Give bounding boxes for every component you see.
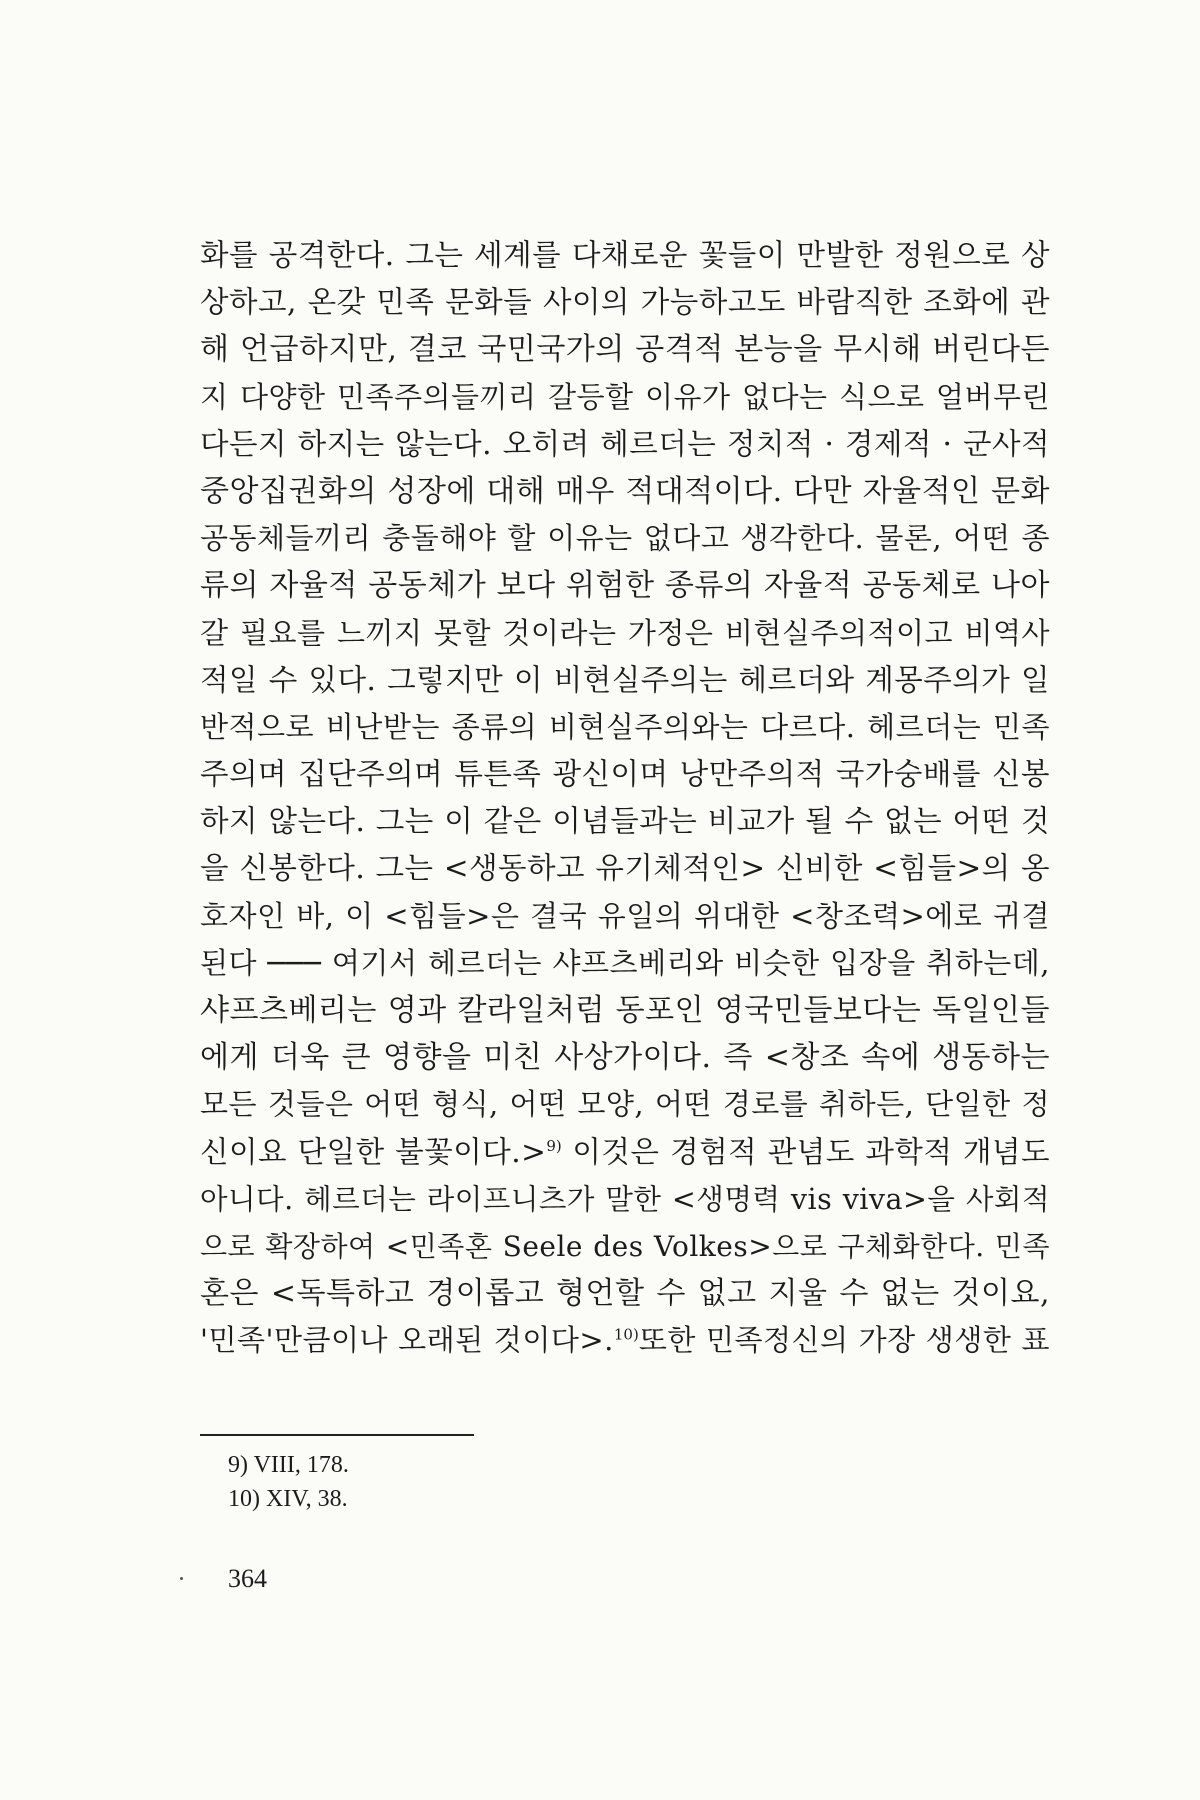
text-line-with-footnote-ref <box>200 1129 1050 1176</box>
text-line: 공동체들끼리 충돌해야 할 이유는 없다고 생각한다. 물론, 어떤 종 <box>200 521 1050 556</box>
footnote-item <box>228 1448 828 1482</box>
text-line: 샤프츠베리는 영과 칼라일처럼 동포인 영국민들보다는 독일인들 <box>200 993 1050 1028</box>
text-line: 류의 자율적 공동체가 보다 위험한 종류의 자율적 공동체로 나아 <box>200 568 1050 604</box>
footnote-text: XIV, 38. <box>266 1486 348 1512</box>
text-segment: '민족'만큼이나 오래된 것이다>. <box>200 1323 614 1358</box>
text-line: 적일 수 있다. 그렇지만 이 비현실주의는 헤르더와 계몽주의가 일 <box>200 662 1050 697</box>
text-line: 다든지 하지는 않는다. 오히려 헤르더는 정치적 · 경제적 · 군사적 <box>200 426 1050 461</box>
text-line: 화를 공격한다. 그는 세계를 다채로운 꽃들이 만발한 정원으로 상 <box>200 238 1050 272</box>
footnotes <box>228 1448 828 1516</box>
text-line: 중앙집권화의 성장에 대해 매우 적대적이다. 다만 자율적인 문화 <box>200 473 1050 509</box>
text-line: 반적으로 비난받는 종류의 비현실주의와는 다르다. 헤르더는 민족 <box>200 709 1050 744</box>
text-line-with-footnote-ref <box>200 1317 1050 1364</box>
text-line: 호자인 바, 이 <힘들>은 결국 유일의 위대한 <창조력>에로 귀결 <box>200 898 1050 933</box>
text-line: 지 다양한 민족주의들끼리 갈등할 이유가 없다는 식으로 얼버무린 <box>200 379 1050 414</box>
text-segment: 또한 민족정신의 가장 생생한 표 <box>638 1323 1050 1358</box>
text-line: 을 신봉한다. 그는 <생동하고 유기체적인> 신비한 <힘들>의 옹 <box>200 851 1050 886</box>
footnote-divider <box>200 1434 474 1436</box>
footnote-text: VIII, 178. <box>253 1452 349 1478</box>
text-line: 해 언급하지만, 결코 국민국가의 공격적 본능을 무시해 버린다든 <box>200 332 1050 368</box>
page-number: 364 <box>228 1564 267 1593</box>
text-line: 모든 것들은 어떤 형식, 어떤 모양, 어떤 경로를 취하든, 단일한 정 <box>200 1087 1050 1122</box>
text-line: 된다 ─── 여기서 헤르더는 샤프츠베리와 비슷한 입장을 취하는데, <box>200 945 1050 980</box>
text-line: 갈 필요를 느끼지 못할 것이라는 가정은 비현실주의적이고 비역사 <box>200 615 1050 650</box>
text-segment: 신이요 단일한 불꽃이다.> <box>200 1134 547 1169</box>
text-line: 하지 않는다. 그는 이 같은 이념들과는 비교가 될 수 없는 어떤 것 <box>200 804 1050 839</box>
footnote-label: 10) <box>228 1486 260 1512</box>
text-line: 아니다. 헤르더는 라이프니츠가 말한 <생명력 vis viva>을 사회적 <box>200 1182 1050 1216</box>
footnote-item <box>228 1482 828 1516</box>
text-line: 주의며 집단주의며 튜튼족 광신이며 낭만주의적 국가숭배를 신봉 <box>200 757 1050 792</box>
body-text <box>200 232 1050 1365</box>
text-line: 혼은 <독특하고 경이롭고 형언할 수 없고 지울 수 없는 것이요, <box>200 1276 1050 1312</box>
text-line: 으로 확장하여 <민족혼 Seele des Volkes>으로 구체화한다. 민족 <box>200 1229 1050 1263</box>
footnote-label: 9) <box>228 1452 248 1478</box>
text-line: 상하고, 온갖 민족 문화들 사이의 가능하고도 바람직한 조화에 관 <box>200 285 1050 320</box>
footnote-reference[interactable]: 9) <box>546 1136 562 1155</box>
text-segment: 이것은 경험적 관념도 과학적 개념도 <box>561 1134 1050 1169</box>
footnote-reference[interactable]: 10) <box>613 1325 639 1344</box>
margin-mark <box>180 1577 183 1580</box>
text-line: 에게 더욱 큰 영향을 미친 사상가이다. 즉 <창조 속에 생동하는 <box>200 1040 1050 1076</box>
